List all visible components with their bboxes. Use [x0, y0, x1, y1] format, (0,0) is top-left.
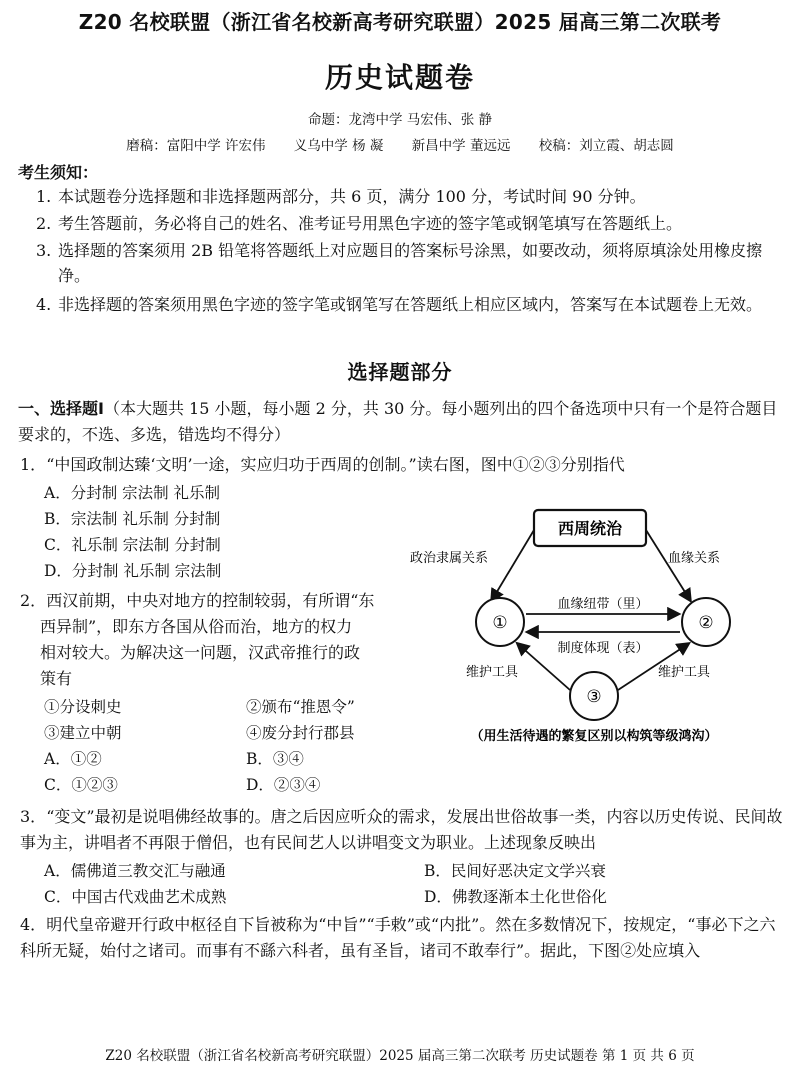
q1-option-b: B．宗法制 礼乐制 分封制 — [44, 510, 221, 528]
subject-title: 历史试题卷 — [324, 61, 475, 94]
left-relation-label: 政治隶属关系 — [410, 551, 489, 566]
polisher-3: 新昌中学 董远远 — [411, 138, 511, 154]
arrow-top-left — [492, 530, 534, 600]
question-4-stem — [20, 912, 790, 964]
q3-option-b: B．民间好恶决定文学兴衰 — [424, 862, 606, 880]
top-box-label: 西周统治 — [557, 519, 623, 538]
q2-option-a: A．①② — [44, 750, 102, 768]
right-relation-label: 血缘关系 — [668, 551, 721, 566]
question-text: 相对较大。为解决这一问题，汉武帝推行的政 — [40, 643, 361, 662]
arrow-bottom-label: 制度体现（表） — [557, 641, 649, 656]
question-1-stem — [20, 452, 790, 478]
polisher-2: 义乌中学 杨 凝 — [293, 138, 384, 154]
q2-option-d: D．②③④ — [246, 776, 321, 794]
notice-num: 4. — [36, 295, 52, 314]
question-number: 3． — [20, 807, 47, 826]
q3-option-c: C．中国古代戏曲艺术成熟 — [44, 888, 227, 906]
notice-item — [36, 238, 788, 288]
q3-option-d: D．佛教逐渐本土化世俗化 — [424, 888, 607, 906]
diagram-caption: （用生活待遇的繁复区别以构筑等级鸿沟） — [470, 729, 718, 744]
notice-text: 非选择题的答案须用黑色字迹的签字笔或钢笔写在答题纸上相应区域内，答案写在本试题卷上无效。 — [58, 295, 763, 314]
node-2-label: ② — [698, 613, 714, 633]
question-number: 4． — [20, 915, 47, 934]
polisher-4: 校稿：刘立霞、胡志圆 — [538, 138, 674, 154]
notice-num: 1. — [36, 187, 52, 206]
q2-option-c: C．①②③ — [44, 776, 118, 794]
polishers-line — [0, 134, 800, 154]
notice-text: 本试题卷分选择题和非选择题两部分，共 6 页，满分 100 分，考试时间 90 分钟。 — [58, 187, 646, 206]
question-text: “中国政制达臻‘文明’一途，实应归功于西周的创制。”读右图，图中①②③分别指代 — [46, 455, 625, 474]
node-3-label: ③ — [586, 687, 602, 707]
left-bottom-label: 维护工具 — [466, 665, 519, 680]
authors-line: 命题：龙湾中学 马宏伟、张 静 — [307, 112, 493, 128]
q1-option-c: C．礼乐制 宗法制 分封制 — [44, 536, 221, 554]
notice-text: 考生答题前，务必将自己的姓名、准考证号用黑色字迹的签字笔或钢笔填写在答题纸上。 — [58, 214, 683, 233]
question-text: 西汉前期，中央对地方的控制较弱，有所谓“东 — [46, 591, 375, 610]
part-label: 一、选择题Ⅰ — [18, 399, 104, 418]
q2-item-2: ②颁布“推恩令” — [246, 698, 355, 716]
notice-num: 3. — [36, 241, 52, 260]
question-text: 西异制”，即东方各国从俗而治，地方的权力 — [40, 617, 353, 636]
exam-header-title: Z20 名校联盟（浙江省名校新高考研究联盟）2025 届高三第二次联考 — [78, 10, 722, 34]
polisher-1: 磨稿：富阳中学 许宏伟 — [126, 138, 266, 154]
question-text: “变文”最初是说唱佛经故事的。唐之后因应听众的需求，发展出世俗故事一类，内容以历史传说、民间故事为主，讲唱者不再限于僧侣，也有民间艺人以讲唱变文为职业。上述现象反映出 — [20, 807, 783, 852]
part-heading — [18, 396, 788, 448]
q3-option-a: A．儒佛道三教交汇与融通 — [44, 862, 226, 880]
notice-text: 选择题的答案须用 2B 铅笔将答题纸上对应题目的答案标号涂黑，如要改动，须将原填涂处用橡皮擦净。 — [58, 241, 763, 285]
q1-option-a: A．分封制 宗法制 礼乐制 — [44, 484, 221, 502]
q2-item-4: ④废分封行郡县 — [246, 724, 355, 742]
q2-item-3: ③建立中朝 — [44, 724, 122, 742]
part-desc: （本大题共 15 小题，每小题 2 分，共 30 分。每小题列出的四个备选项中只有一个是符合题目要求的，不选、多选，错选均不得分） — [18, 399, 778, 444]
question-text: 明代皇帝避开行政中枢径自下旨被称为“中旨”“手敕”或“内批”。然在多数情况下，按规定，“事必下之六科所无疑，始付之诸司。而事有不繇六科者，虽有圣旨，诸司不敢奉行”。据此，下图②处应填入 — [20, 915, 776, 960]
question-text: 策有 — [40, 669, 73, 688]
right-bottom-label: 维护工具 — [658, 665, 711, 680]
section-title: 选择题部分 — [347, 360, 453, 384]
q1-option-d: D．分封制 礼乐制 宗法制 — [44, 562, 222, 580]
notice-item — [36, 211, 788, 236]
page-footer: Z20 名校联盟（浙江省名校新高考研究联盟）2025 届高三第二次联考 历史试题卷 第 1 页 共 6 页 — [105, 1048, 695, 1064]
node-1-label: ① — [492, 613, 508, 633]
arrow-top-label: 血缘纽带（里） — [557, 597, 649, 612]
notice-heading: 考生须知： — [18, 163, 99, 182]
question-2-stem — [20, 588, 410, 692]
western-zhou-diagram — [408, 490, 788, 760]
notice-item — [36, 184, 788, 209]
question-number: 2． — [20, 591, 47, 610]
q2-option-b: B．③④ — [246, 750, 304, 768]
notice-num: 2. — [36, 214, 52, 233]
question-number: 1． — [20, 455, 47, 474]
question-3-stem — [20, 804, 790, 856]
notice-item — [36, 292, 788, 317]
q2-item-1: ①分设刺史 — [44, 698, 122, 716]
